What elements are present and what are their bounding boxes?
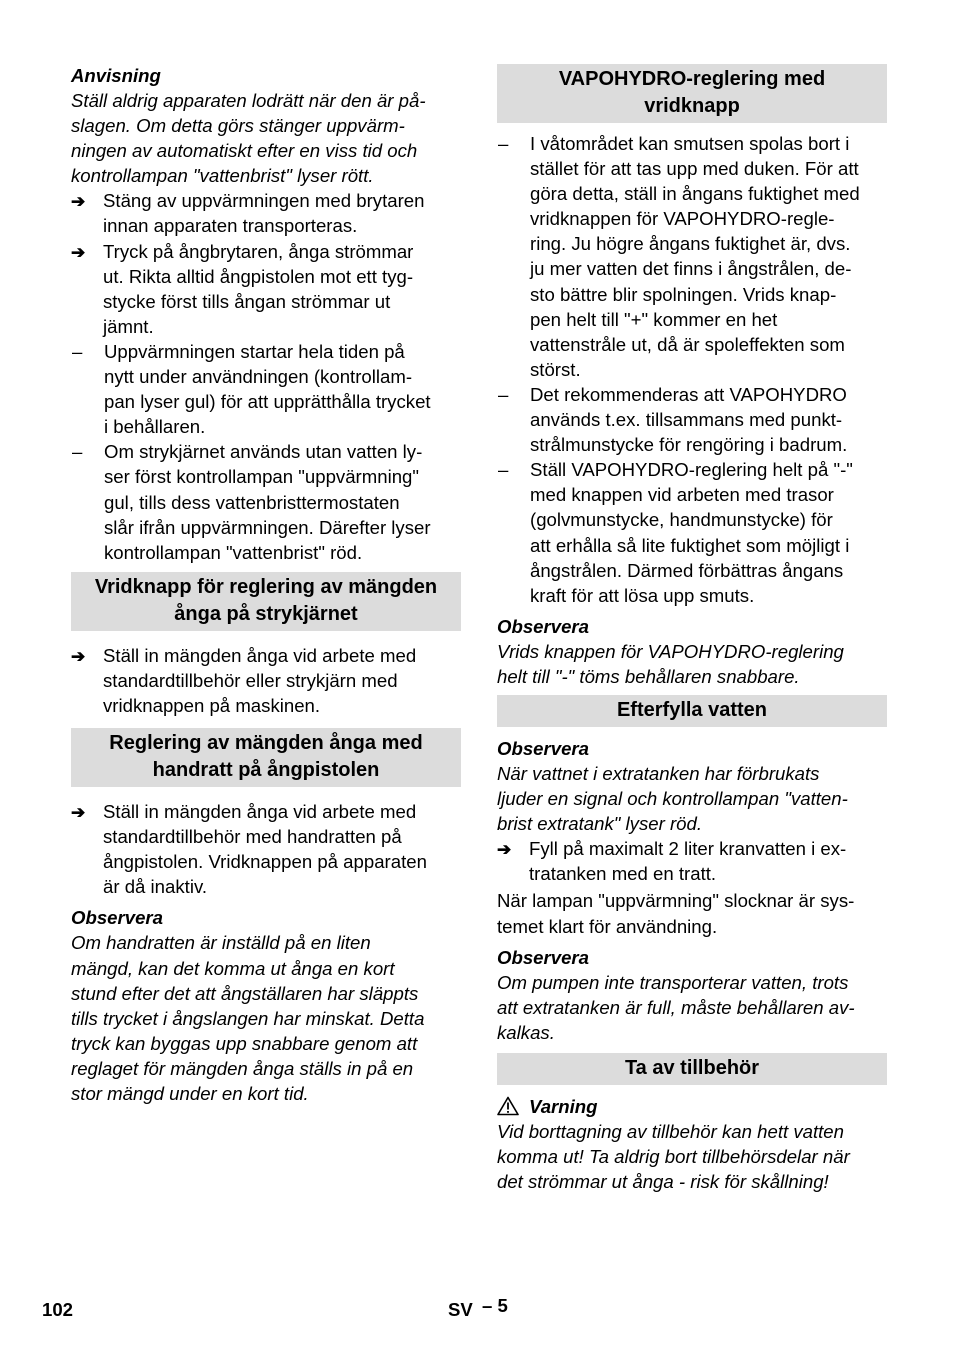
dash-bullet: –	[498, 133, 509, 154]
text-line: slagen. Om detta görs stänger uppvärm-	[71, 115, 405, 137]
heading-line: Vridknapp för reglering av mängden	[94, 575, 438, 598]
text-line: Om pumpen inte transporterar vatten, trots	[497, 971, 849, 993]
text-line: pan lyser gul) för att upprätthålla trycket	[104, 391, 431, 413]
text-line: ser först kontrollampan "uppvärmning"	[104, 466, 419, 488]
text-line: ju mer vatten det finns i ångstrålen, de-	[530, 258, 852, 280]
text-line: används t.ex. tillsammans med punkt-	[530, 409, 843, 431]
text-line: vridknappen för VAPOHYDRO-regle-	[530, 208, 835, 230]
text-line: Ställ in mängden ånga vid arbete med	[103, 644, 417, 666]
instruction-list	[497, 131, 887, 608]
list-item	[497, 382, 887, 457]
footer-section	[448, 1295, 508, 1322]
text-line: stycke först tills ångan strömmar ut	[103, 290, 391, 312]
heading-line: VAPOHYDRO-reglering med	[558, 68, 826, 90]
text-line: det strömmar ut ånga - risk för skållning!	[497, 1171, 829, 1193]
text-line: ångpistolen. Vridknappen på apparaten	[103, 851, 427, 873]
list-item	[71, 239, 461, 339]
dash-bullet: –	[72, 340, 83, 362]
text-line: stund efter det att ångställaren har släppts	[71, 982, 419, 1004]
text-line: ring. Ju högre ångans fuktighet är, dvs.	[530, 233, 851, 255]
paragraph	[497, 888, 887, 938]
text-line: Uppvärmningen startar hela tiden på	[104, 340, 405, 362]
text-line: När vattnet i extratanken har förbrukats	[497, 762, 820, 784]
observera-label: Observera	[71, 907, 163, 929]
text-line: i behållaren.	[104, 416, 206, 438]
text-line: kontrollampan "vattenbrist" röd.	[104, 541, 363, 563]
dash-bullet: –	[72, 441, 83, 463]
list-item-text	[103, 643, 461, 718]
text-line: standardtillbehör eller strykjärn med	[103, 669, 398, 691]
list-item	[497, 836, 887, 886]
list-item-text	[530, 382, 887, 457]
text-line: innan apparaten transporteras.	[103, 215, 358, 237]
text-line: När lampan "uppvärmning" slocknar är sys-	[497, 890, 855, 912]
text-line: I våtområdet kan smutsen spolas bort i	[530, 133, 850, 154]
heading-line: vridknapp	[644, 95, 740, 117]
text-line: slår ifrån uppvärmningen. Därefter lyser	[104, 516, 431, 538]
arrow-right-icon: ➔	[71, 192, 86, 212]
text-line: nytt under användningen (kontrollam-	[104, 366, 413, 388]
instruction-list	[71, 799, 461, 899]
text-line: ljuder en signal och kontrollampan "vatten-	[497, 788, 848, 810]
observera-label: Observera	[497, 615, 589, 637]
list-item-text	[104, 339, 461, 439]
text-line: ut. Rikta alltid ångpistolen mot ett tyg-	[103, 265, 414, 287]
text-line: brist extratank" lyser röd.	[497, 813, 703, 835]
heading-line: handratt på ångpistolen	[152, 759, 380, 782]
dash-bullet: –	[498, 459, 509, 481]
text-line: med knappen vid arbeten med trasor	[530, 484, 834, 506]
warning-triangle-icon	[497, 1096, 519, 1116]
list-item	[71, 643, 461, 718]
text-line: sto bättre blir spolningen. Vrids knap-	[530, 283, 837, 305]
arrow-right-icon: ➔	[497, 840, 512, 860]
text-line: göra detta, ställ in ångans fuktighet med	[530, 183, 860, 205]
text-line: kontrollampan "vattenbrist" lyser rött.	[71, 165, 374, 187]
observera-label: Observera	[497, 946, 589, 968]
text-line: störst.	[530, 358, 581, 380]
list-item-text	[103, 799, 461, 899]
text-line: Det rekommenderas att VAPOHYDRO	[530, 383, 847, 405]
varning-label: Varning	[529, 1095, 598, 1117]
text-line: gul, tills dess vattenbristtermostaten	[104, 491, 400, 513]
observera-label: Observera	[497, 737, 589, 759]
instruction-list	[71, 188, 461, 564]
text-line: Vrids knappen för VAPOHYDRO-reglering	[497, 640, 844, 662]
varning-text	[497, 1119, 887, 1194]
text-line: att extratanken är full, måste behållaren av-	[497, 996, 855, 1018]
text-line: komma ut! Ta aldrig bort tillbehörsdelar när	[497, 1146, 850, 1167]
section-number: – 5	[481, 1295, 508, 1316]
text-line: Ställ VAPOHYDRO-reglering helt på "-"	[530, 459, 853, 481]
heading-line: Reglering av mängden ånga med	[109, 732, 423, 755]
list-item-text	[530, 131, 887, 382]
list-item-text	[104, 439, 461, 564]
section-heading	[71, 572, 461, 631]
text-line: att erhålla så lite fuktighet som möjligt i	[530, 534, 850, 556]
text-line: Om handratten är inställd på en liten	[71, 932, 371, 954]
list-item	[71, 339, 461, 439]
list-item	[497, 131, 887, 382]
right-column	[497, 64, 887, 1194]
section-heading	[497, 64, 887, 123]
text-line: stället för att tas upp med duken. För att	[530, 158, 859, 180]
text-line: mängd, kan det komma ut ånga en kort	[71, 957, 395, 979]
text-line: tratanken med en tratt.	[529, 863, 717, 885]
warning-header	[497, 1094, 887, 1119]
text-line: ningen av automatiskt efter en viss tid och	[71, 140, 418, 162]
text-line: standardtillbehör med handratten på	[103, 826, 402, 848]
section-heading	[71, 728, 461, 787]
text-line: kraft för att lösa upp smuts.	[530, 584, 755, 606]
text-line: Vid borttagning av tillbehör kan hett vatten	[497, 1120, 844, 1142]
text-line: Ställ aldrig apparaten lodrätt när den är på-	[71, 90, 426, 111]
text-line: Stäng av uppvärmningen med brytaren	[103, 190, 425, 212]
text-line: Tryck på ångbrytaren, ånga strömmar	[103, 240, 414, 262]
text-line: är då inaktiv.	[103, 876, 208, 898]
text-line: tryck kan byggas upp snabbare genom att	[71, 1032, 418, 1054]
list-item-text	[530, 457, 887, 608]
anvisning-text	[71, 88, 461, 188]
heading-line: Efterfylla vatten	[616, 698, 768, 721]
observera-text	[71, 930, 461, 1106]
list-item-text	[103, 188, 461, 238]
text-line: pen helt till "+" kommer en het	[530, 308, 778, 330]
text-line: ångstrålen. Därmed förbättras ångans	[530, 559, 844, 581]
arrow-right-icon: ➔	[71, 242, 86, 262]
list-item	[71, 799, 461, 899]
dash-bullet: –	[498, 383, 509, 405]
text-line: stor mängd under en kort tid.	[71, 1083, 309, 1104]
heading-line: ånga på strykjärnet	[174, 602, 358, 625]
text-line: (golvmunstycke, handmunstycke) för	[530, 509, 833, 531]
observera-text	[497, 639, 887, 689]
text-line: temet klart för användning.	[497, 915, 718, 937]
heading-line: Ta av tillbehör	[624, 1056, 760, 1079]
section-heading	[497, 695, 887, 727]
page-number: 102	[42, 1299, 74, 1320]
text-line: tills trycket i ångslangen har minskat. Detta	[71, 1007, 425, 1029]
arrow-right-icon: ➔	[71, 803, 86, 823]
observera-text	[497, 970, 887, 1045]
arrow-right-icon: ➔	[71, 646, 86, 666]
list-item	[497, 457, 887, 608]
section-heading	[497, 1053, 887, 1085]
left-column	[71, 60, 461, 1106]
instruction-list	[497, 836, 887, 886]
text-line: jämnt.	[103, 315, 154, 337]
list-item	[71, 439, 461, 564]
list-item-text	[103, 239, 461, 339]
instruction-list	[71, 643, 461, 718]
text-line: kalkas.	[497, 1021, 555, 1043]
anvisning-label: Anvisning	[71, 65, 161, 86]
text-line: vattenstråle ut, då är spoleffekten som	[530, 333, 845, 355]
language-code: SV	[448, 1299, 473, 1320]
text-line: Ställ in mängden ånga vid arbete med	[103, 801, 417, 823]
text-line: helt till "-" töms behållaren snabbare.	[497, 665, 800, 687]
list-item	[71, 188, 461, 238]
observera-text	[497, 761, 887, 836]
list-item-text	[529, 836, 887, 886]
text-line: Om strykjärnet används utan vatten ly-	[104, 441, 423, 463]
text-line: strålmunstycke för rengöring i badrum.	[530, 434, 848, 456]
text-line: reglaget för mängden ånga ställs in på en	[71, 1057, 414, 1079]
text-line: vridknappen på maskinen.	[103, 694, 321, 716]
text-line: Fyll på maximalt 2 liter kranvatten i ex-	[529, 838, 847, 860]
